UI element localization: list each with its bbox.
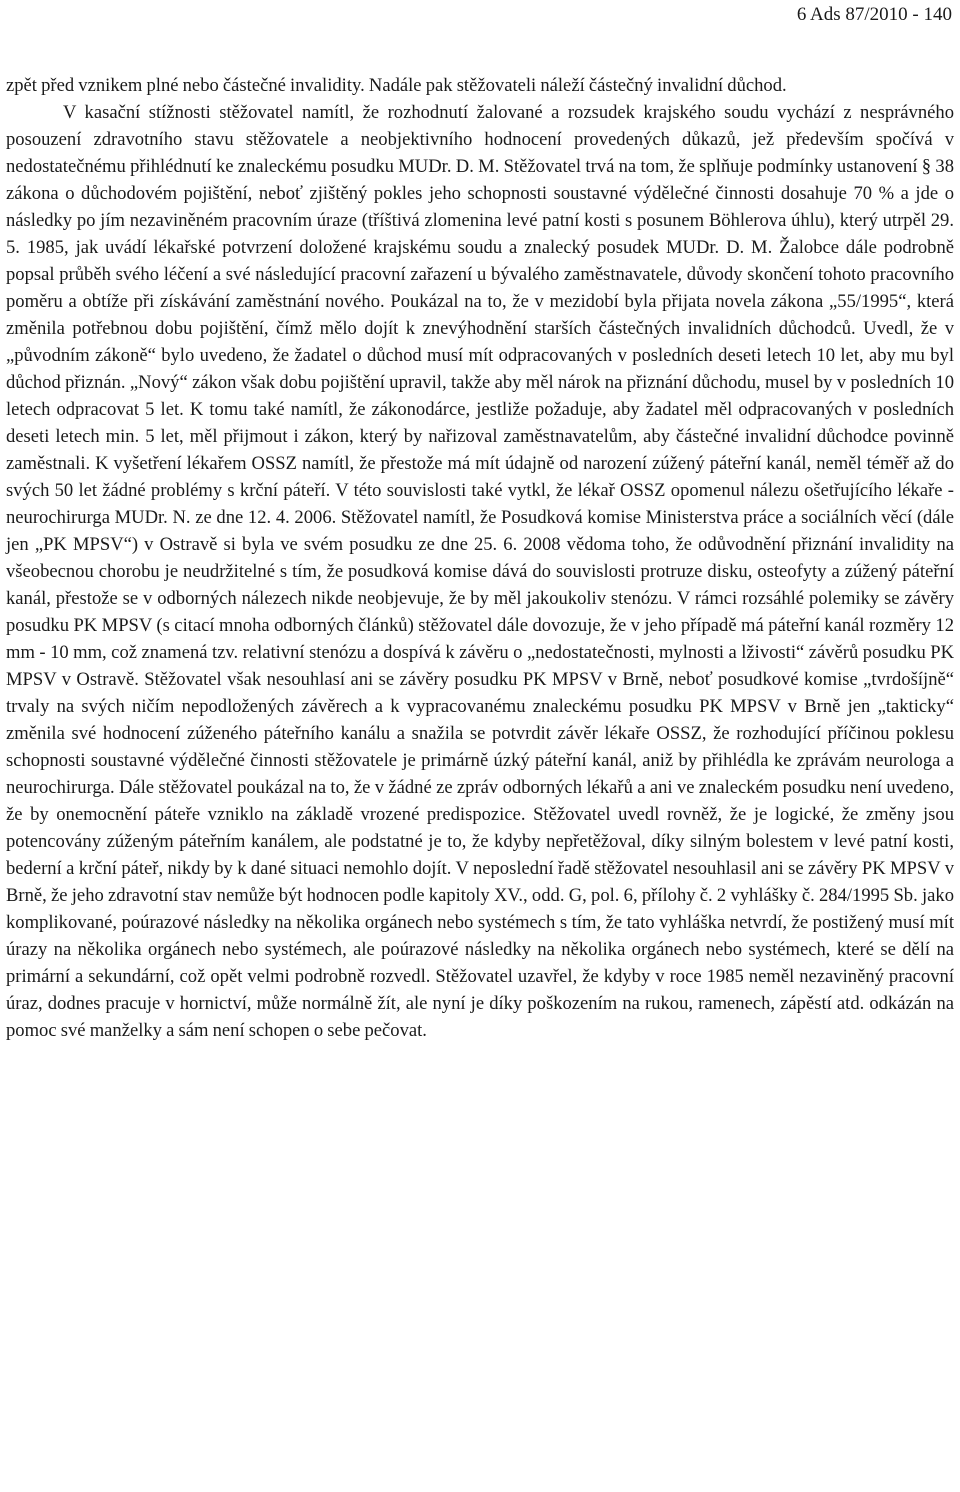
paragraph-continuation: zpět před vznikem plné nebo částečné invalidity. Nadále pak stěžovateli náleží částečný invalidní důchod. [6, 75, 787, 96]
case-number-header: 6 Ads 87/2010 - 140 [796, 4, 952, 25]
document-body [6, 72, 954, 1044]
paragraph-cassation-complaint: V kasační stížnosti stěžovatel namítl, že rozhodnutí žalované a rozsudek krajského soudu vychází z nesprávného posouzení zdravotního stavu stěžovatele a neobjektivního hodnocení provedených důkazů, jež především spočívá v nedostatečnému přihlédnutí ke znaleckému posudku MUDr. D. M. Stěžovatel trvá na tom, že splňuje podmínky ustanovení § 38 zákona o důchodovém pojištění, neboť zjištěný pokles jeho schopnosti soustavné výdělečné činnosti dosahuje 70 % a jde o následky po jím nezaviněném pracovním úraze (tříštivá zlomenina levé patní kosti s posunem Böhlerova úhlu), který utrpěl 29. 5. 1985, jak uvádí lékařské potvrzení doložené krajskému soudu a znalecký posudek MUDr. D. M. Žalobce dále podrobně popsal průběh svého léčení a své následující pracovní zařazení u bývalého zaměstnavatele, důvody skončení tohoto pracovního poměru a obtíže při získávání zaměstnání nového. Poukázal na to, že v mezidobí byla přijata novela zákona „55/1995“, která změnila potřebnou dobu pojištění, čímž mělo dojít k znevýhodnění starších částečných invalidních důchodců. Uvedl, že v „původním zákoně“ bylo uvedeno, že žadatel o důchod musí mít odpracovaných v posledních deseti letech 10 let, aby mu byl důchod přiznán. „Nový“ zákon však dobu pojištění upravil, takže aby měl nárok na přiznání důchodu, musel by v posledních 10 letech odpracovat 5 let. K tomu také namítl, že zákonodárce, jestliže požaduje, aby žadatel měl odpracovaných v posledních deseti letech min. 5 let, měl přijmout i zákon, který by nařizoval zaměstnavatelům, aby částečné invalidní důchodce povinně zaměstnali. K vyšetření lékařem OSSZ namítl, že přestože má mít údajně od narození zúžený páteřní kanál, neměl téměř až do svých 50 let žádné problémy s krční páteří. V této souvislosti také vytkl, že lékař OSSZ opomenul nálezu ošetřujícího lékaře - neurochirurga MUDr. N. ze dne 12. 4. 2006. Stěžovatel namítl, že Posudková komise Ministerstva práce a sociálních věcí (dále jen „PK MPSV“) v Ostravě si byla ve svém posudku ze dne 25. 6. 2008 vědoma toho, že odůvodnění přiznání invalidity na všeobecnou chorobu je neudržitelné s tím, že posudková komise dává do souvislosti protruze disku, osteofyty a zúžený páteřní kanál, přestože se v odborných nálezech nikde neobjevuje, že by měl jakoukoliv stenózu. V rámci rozsáhlé polemiky se závěry posudku PK MPSV (s citací mnoha odborných článků) stěžovatel dále dovozuje, že v jeho případě má páteřní kanál rozměry 12 mm - 10 mm, což znamená tzv. relativní stenózu a dospívá k závěru o „nedostatečnosti, mylnosti a lživosti“ závěrů posudku PK MPSV v Ostravě. Stěžovatel však nesouhlasí ani se závěry posudku PK MPSV v Brně, neboť posudkové komise „tvrdošíjně“ trvaly na svých ničím nepodložených závěrech a k vypracovanému znaleckému posudku PK MPSV v Brně jen „takticky“ změnila své hodnocení zúženého páteřního kanálu a snažila se potvrdit závěr lékaře OSSZ, že rozhodující příčinou poklesu schopnosti soustavné výdělečné činnosti stěžovatele je primárně úzký páteřní kanál, aniž by přihlédla ke zprávám neurologa a neurochirurga. Dále stěžovatel poukázal na to, že v žádné ze zpráv odborných lékařů a ani ve znaleckém posudku není uvedeno, že by onemocnění páteře vzniklo na základě vrozené predispozice. Stěžovatel uvedl rovněž, že je logické, že změny jsou potencovány zúženým páteřním kanálem, ale podstatné je to, že kdyby nepřetěžoval, díky silným bolestem v levé patní kosti, bederní a krční páteř, nikdy by k dané situaci nemohlo dojít. V neposlední řadě stěžovatel nesouhlasil ani se závěry PK MPSV v Brně, že jeho zdravotní stav nemůže být hodnocen podle kapitoly XV., odd. G, pol. 6, přílohy č. 2 vyhlášky č. 284/1995 Sb. jako komplikované, poúrazové následky na několika orgánech nebo systémech s tím, že tato vyhláška netvrdí, že postižený musí mít úrazy na několika orgánech nebo systémech, ale poúrazové následky na několika orgánech nebo systémech, které se dělí na primární a sekundární, což opět velmi podrobně rozvedl. Stěžovatel uzavřel, že kdyby v roce 1985 neměl nezaviněný pracovní úraz, dodnes pracuje v hornictví, může normálně žít, ale nyní je díky poškozením na rukou, ramenech, zápěstí atd. odkázán na pomoc své manželky a sám není schopen o sebe pečovat. [6, 102, 954, 1041]
